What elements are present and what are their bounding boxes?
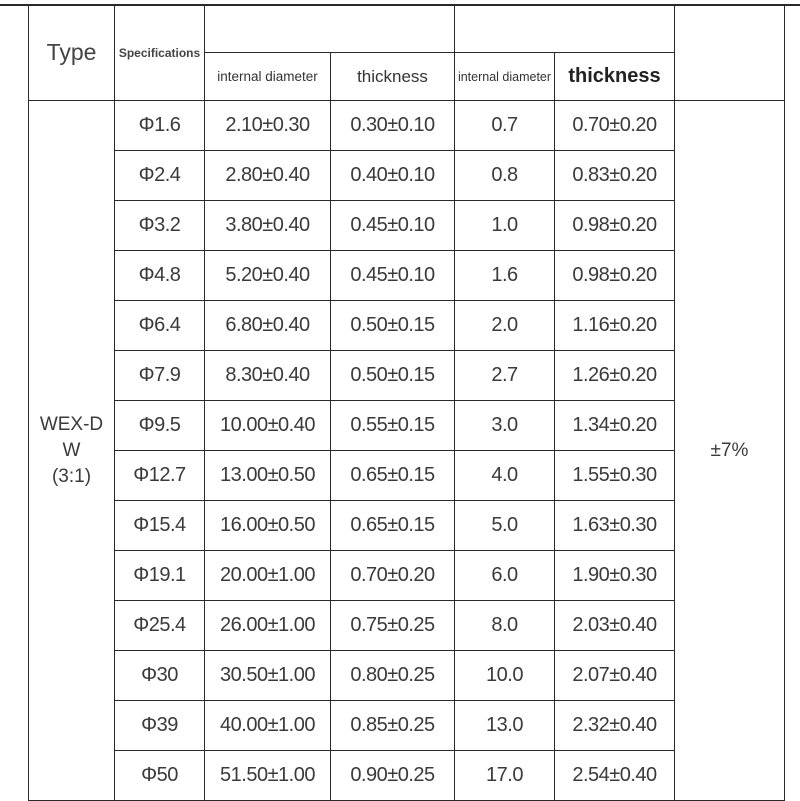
- thickness-cell: 0.30±0.10: [331, 101, 455, 151]
- internal-diameter-after-cell: 17.0: [455, 751, 555, 801]
- thickness-after-cell: 1.63±0.30: [555, 501, 675, 551]
- internal-diameter-after-cell: 8.0: [455, 601, 555, 651]
- internal-diameter-after-cell: 0.8: [455, 151, 555, 201]
- thickness-after-cell: 0.70±0.20: [555, 101, 675, 151]
- internal-diameter-cell: 51.50±1.00: [205, 751, 331, 801]
- internal-diameter-cell: 13.00±0.50: [205, 451, 331, 501]
- thickness-after-cell: 1.26±0.20: [555, 351, 675, 401]
- internal-diameter-after-cell: 10.0: [455, 651, 555, 701]
- internal-diameter-after-cell: 0.7: [455, 101, 555, 151]
- thickness-after-cell: 0.98±0.20: [555, 251, 675, 301]
- internal-diameter-cell: 10.00±0.40: [205, 401, 331, 451]
- spec-cell: Φ6.4: [115, 301, 205, 351]
- internal-diameter-cell: 3.80±0.40: [205, 201, 331, 251]
- thickness-after-cell: 1.55±0.30: [555, 451, 675, 501]
- internal-diameter-cell: 6.80±0.40: [205, 301, 331, 351]
- internal-diameter-cell: 2.80±0.40: [205, 151, 331, 201]
- thickness-cell: 0.70±0.20: [331, 551, 455, 601]
- thickness-after-cell: 2.32±0.40: [555, 701, 675, 751]
- thickness-cell: 0.50±0.15: [331, 351, 455, 401]
- spec-table-wrapper: [28, 4, 785, 801]
- internal-diameter-cell: 26.00±1.00: [205, 601, 331, 651]
- thickness-after-cell: 0.98±0.20: [555, 201, 675, 251]
- table-row: [29, 701, 785, 751]
- thickness-cell: 0.55±0.15: [331, 401, 455, 451]
- internal-diameter-after-cell: 1.0: [455, 201, 555, 251]
- thickness-cell: 0.50±0.15: [331, 301, 455, 351]
- header-thickness-2: thickness: [555, 53, 675, 101]
- spec-cell: Φ30: [115, 651, 205, 701]
- table-row: [29, 301, 785, 351]
- spec-cell: Φ1.6: [115, 101, 205, 151]
- table-body: [29, 101, 785, 801]
- internal-diameter-after-cell: 2.0: [455, 301, 555, 351]
- header-group-before-shrink: [205, 5, 455, 53]
- type-cell: [29, 101, 115, 801]
- type-label-line2: W: [62, 439, 81, 461]
- thickness-after-cell: 2.07±0.40: [555, 651, 675, 701]
- spec-cell: Φ9.5: [115, 401, 205, 451]
- spec-cell: Φ2.4: [115, 151, 205, 201]
- thickness-after-cell: 2.03±0.40: [555, 601, 675, 651]
- thickness-cell: 0.65±0.15: [331, 451, 455, 501]
- spec-table: [28, 4, 785, 801]
- spec-cell: Φ39: [115, 701, 205, 751]
- thickness-cell: 0.75±0.25: [331, 601, 455, 651]
- type-label-line3: (3:1): [51, 465, 92, 487]
- table-row: [29, 651, 785, 701]
- header-group-after-shrink: [455, 5, 675, 53]
- internal-diameter-after-cell: 1.6: [455, 251, 555, 301]
- internal-diameter-cell: 40.00±1.00: [205, 701, 331, 751]
- thickness-cell: 0.45±0.10: [331, 201, 455, 251]
- internal-diameter-cell: 2.10±0.30: [205, 101, 331, 151]
- table-row: [29, 151, 785, 201]
- spec-cell: Φ25.4: [115, 601, 205, 651]
- internal-diameter-after-cell: 13.0: [455, 701, 555, 751]
- header-thickness-1: thickness: [331, 53, 455, 101]
- thickness-after-cell: 1.16±0.20: [555, 301, 675, 351]
- thickness-after-cell: 1.90±0.30: [555, 551, 675, 601]
- table-row: [29, 551, 785, 601]
- tolerance-cell: ±7%: [675, 101, 785, 801]
- thickness-cell: 0.40±0.10: [331, 151, 455, 201]
- internal-diameter-cell: 8.30±0.40: [205, 351, 331, 401]
- thickness-cell: 0.90±0.25: [331, 751, 455, 801]
- thickness-after-cell: 2.54±0.40: [555, 751, 675, 801]
- header-internal-diameter-1: internal diameter: [205, 53, 331, 101]
- thickness-cell: 0.85±0.25: [331, 701, 455, 751]
- internal-diameter-after-cell: 3.0: [455, 401, 555, 451]
- spec-cell: Φ12.7: [115, 451, 205, 501]
- spec-cell: Φ4.8: [115, 251, 205, 301]
- table-row: [29, 401, 785, 451]
- internal-diameter-cell: 20.00±1.00: [205, 551, 331, 601]
- header-internal-diameter-2: internal diameter: [455, 53, 555, 101]
- thickness-cell: 0.45±0.10: [331, 251, 455, 301]
- table-row: [29, 451, 785, 501]
- spec-cell: Φ7.9: [115, 351, 205, 401]
- internal-diameter-cell: 30.50±1.00: [205, 651, 331, 701]
- spec-cell: Φ19.1: [115, 551, 205, 601]
- spec-cell: Φ50: [115, 751, 205, 801]
- header-tolerance-col: [675, 5, 785, 101]
- spec-cell: Φ3.2: [115, 201, 205, 251]
- spec-cell: Φ15.4: [115, 501, 205, 551]
- thickness-after-cell: 1.34±0.20: [555, 401, 675, 451]
- type-label-line1: WEX-D: [39, 413, 104, 435]
- thickness-after-cell: 0.83±0.20: [555, 151, 675, 201]
- table-row: [29, 601, 785, 651]
- internal-diameter-after-cell: 4.0: [455, 451, 555, 501]
- table-row: [29, 101, 785, 151]
- thickness-cell: 0.80±0.25: [331, 651, 455, 701]
- thickness-cell: 0.65±0.15: [331, 501, 455, 551]
- internal-diameter-cell: 5.20±0.40: [205, 251, 331, 301]
- table-row: [29, 351, 785, 401]
- table-row: [29, 201, 785, 251]
- header-type: Type: [29, 5, 115, 101]
- internal-diameter-after-cell: 6.0: [455, 551, 555, 601]
- internal-diameter-cell: 16.00±0.50: [205, 501, 331, 551]
- internal-diameter-after-cell: 5.0: [455, 501, 555, 551]
- table-row: [29, 251, 785, 301]
- table-row: [29, 751, 785, 801]
- table-row: [29, 501, 785, 551]
- header-specifications: Specifications: [115, 5, 205, 101]
- internal-diameter-after-cell: 2.7: [455, 351, 555, 401]
